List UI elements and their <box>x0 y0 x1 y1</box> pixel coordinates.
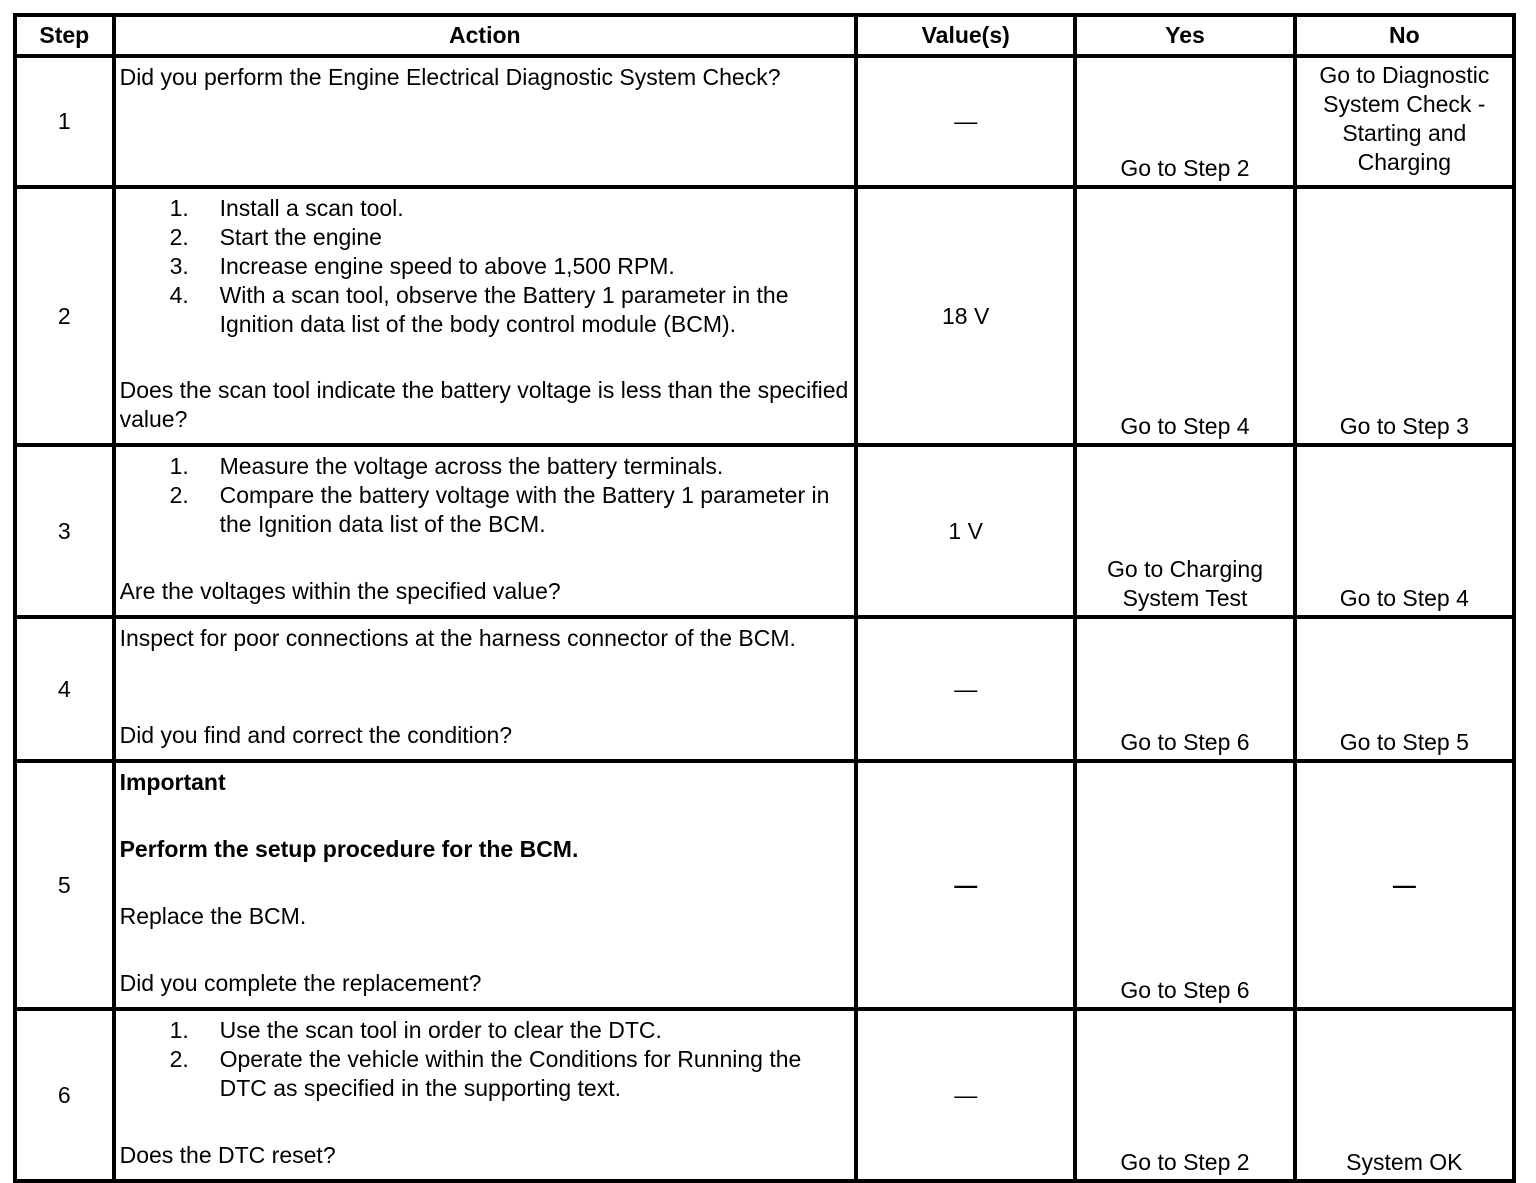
list-item: 2. Operate the vehicle within the Conditions for Running the DTC as specified in the supporting text. <box>169 1046 802 1101</box>
action-question: Does the scan tool indicate the battery voltage is less than the specified value? <box>119 377 849 432</box>
list-item: 1. Measure the voltage across the battery terminals. <box>169 453 724 479</box>
action-cell <box>114 761 856 1009</box>
no-cell: Go to Step 5 <box>1295 617 1514 761</box>
step-number: 5 <box>15 761 114 1009</box>
no-cell: Go to Diagnostic System Check - Starting and Charging <box>1295 56 1514 187</box>
list-item: 2. Start the engine <box>169 224 382 250</box>
value-cell: 1 V <box>856 445 1075 617</box>
no-cell: Go to Step 3 <box>1295 187 1514 445</box>
action-question: Did you complete the replacement? <box>119 970 482 996</box>
step-number: 4 <box>15 617 114 761</box>
list-item: 2. Compare the battery voltage with the Battery 1 parameter in the Ignition data list of the BCM. <box>169 482 830 537</box>
value-cell: — <box>856 1009 1075 1181</box>
action-question: Are the voltages within the specified value? <box>119 578 561 604</box>
step-number: 1 <box>15 56 114 187</box>
action-steps-list <box>120 1016 850 1103</box>
action-cell <box>114 187 856 445</box>
action-text: Did you perform the Engine Electrical Diagnostic System Check? <box>119 64 781 90</box>
step-number: 2 <box>15 187 114 445</box>
list-item: 1. Install a scan tool. <box>169 195 404 221</box>
action-cell <box>114 445 856 617</box>
action-cell <box>114 1009 856 1181</box>
action-steps-list <box>120 452 850 539</box>
table-row <box>15 445 1514 617</box>
important-text: Perform the setup procedure for the BCM. <box>119 836 579 862</box>
action-cell <box>114 56 856 187</box>
table-row <box>15 761 1514 1009</box>
action-question: Did you find and correct the condition? <box>119 722 513 748</box>
table-row <box>15 617 1514 761</box>
table-row <box>15 56 1514 187</box>
step-number: 6 <box>15 1009 114 1181</box>
action-question: Does the DTC reset? <box>119 1142 336 1168</box>
header-row <box>15 15 1514 56</box>
action-text: Replace the BCM. <box>119 903 307 929</box>
list-item: 3. Increase engine speed to above 1,500 RPM. <box>169 253 675 279</box>
value-cell: 18 V <box>856 187 1075 445</box>
header-no: No <box>1295 15 1514 56</box>
value-cell: — <box>856 761 1075 1009</box>
no-cell: System OK <box>1295 1009 1514 1181</box>
yes-cell: Go to Step 6 <box>1075 617 1294 761</box>
yes-cell: Go to Step 4 <box>1075 187 1294 445</box>
no-cell: Go to Step 4 <box>1295 445 1514 617</box>
important-label: Important <box>119 769 226 795</box>
table-row <box>15 1009 1514 1181</box>
action-steps-list <box>120 194 850 339</box>
yes-cell: Go to Step 2 <box>1075 1009 1294 1181</box>
no-cell: — <box>1295 761 1514 1009</box>
table-row <box>15 187 1514 445</box>
diagnostic-table <box>13 13 1516 1183</box>
step-number: 3 <box>15 445 114 617</box>
header-action: Action <box>114 15 856 56</box>
yes-cell: Go to Charging System Test <box>1075 445 1294 617</box>
value-cell: — <box>856 56 1075 187</box>
yes-cell: Go to Step 6 <box>1075 761 1294 1009</box>
action-cell <box>114 617 856 761</box>
header-step: Step <box>15 15 114 56</box>
value-cell: — <box>856 617 1075 761</box>
header-values: Value(s) <box>856 15 1075 56</box>
list-item: 1. Use the scan tool in order to clear the DTC. <box>169 1017 662 1043</box>
action-text: Inspect for poor connections at the harness connector of the BCM. <box>119 625 796 651</box>
yes-cell: Go to Step 2 <box>1075 56 1294 187</box>
header-yes: Yes <box>1075 15 1294 56</box>
list-item: 4. With a scan tool, observe the Battery 1 parameter in the Ignition data list of the body control module (BCM). <box>169 282 789 337</box>
